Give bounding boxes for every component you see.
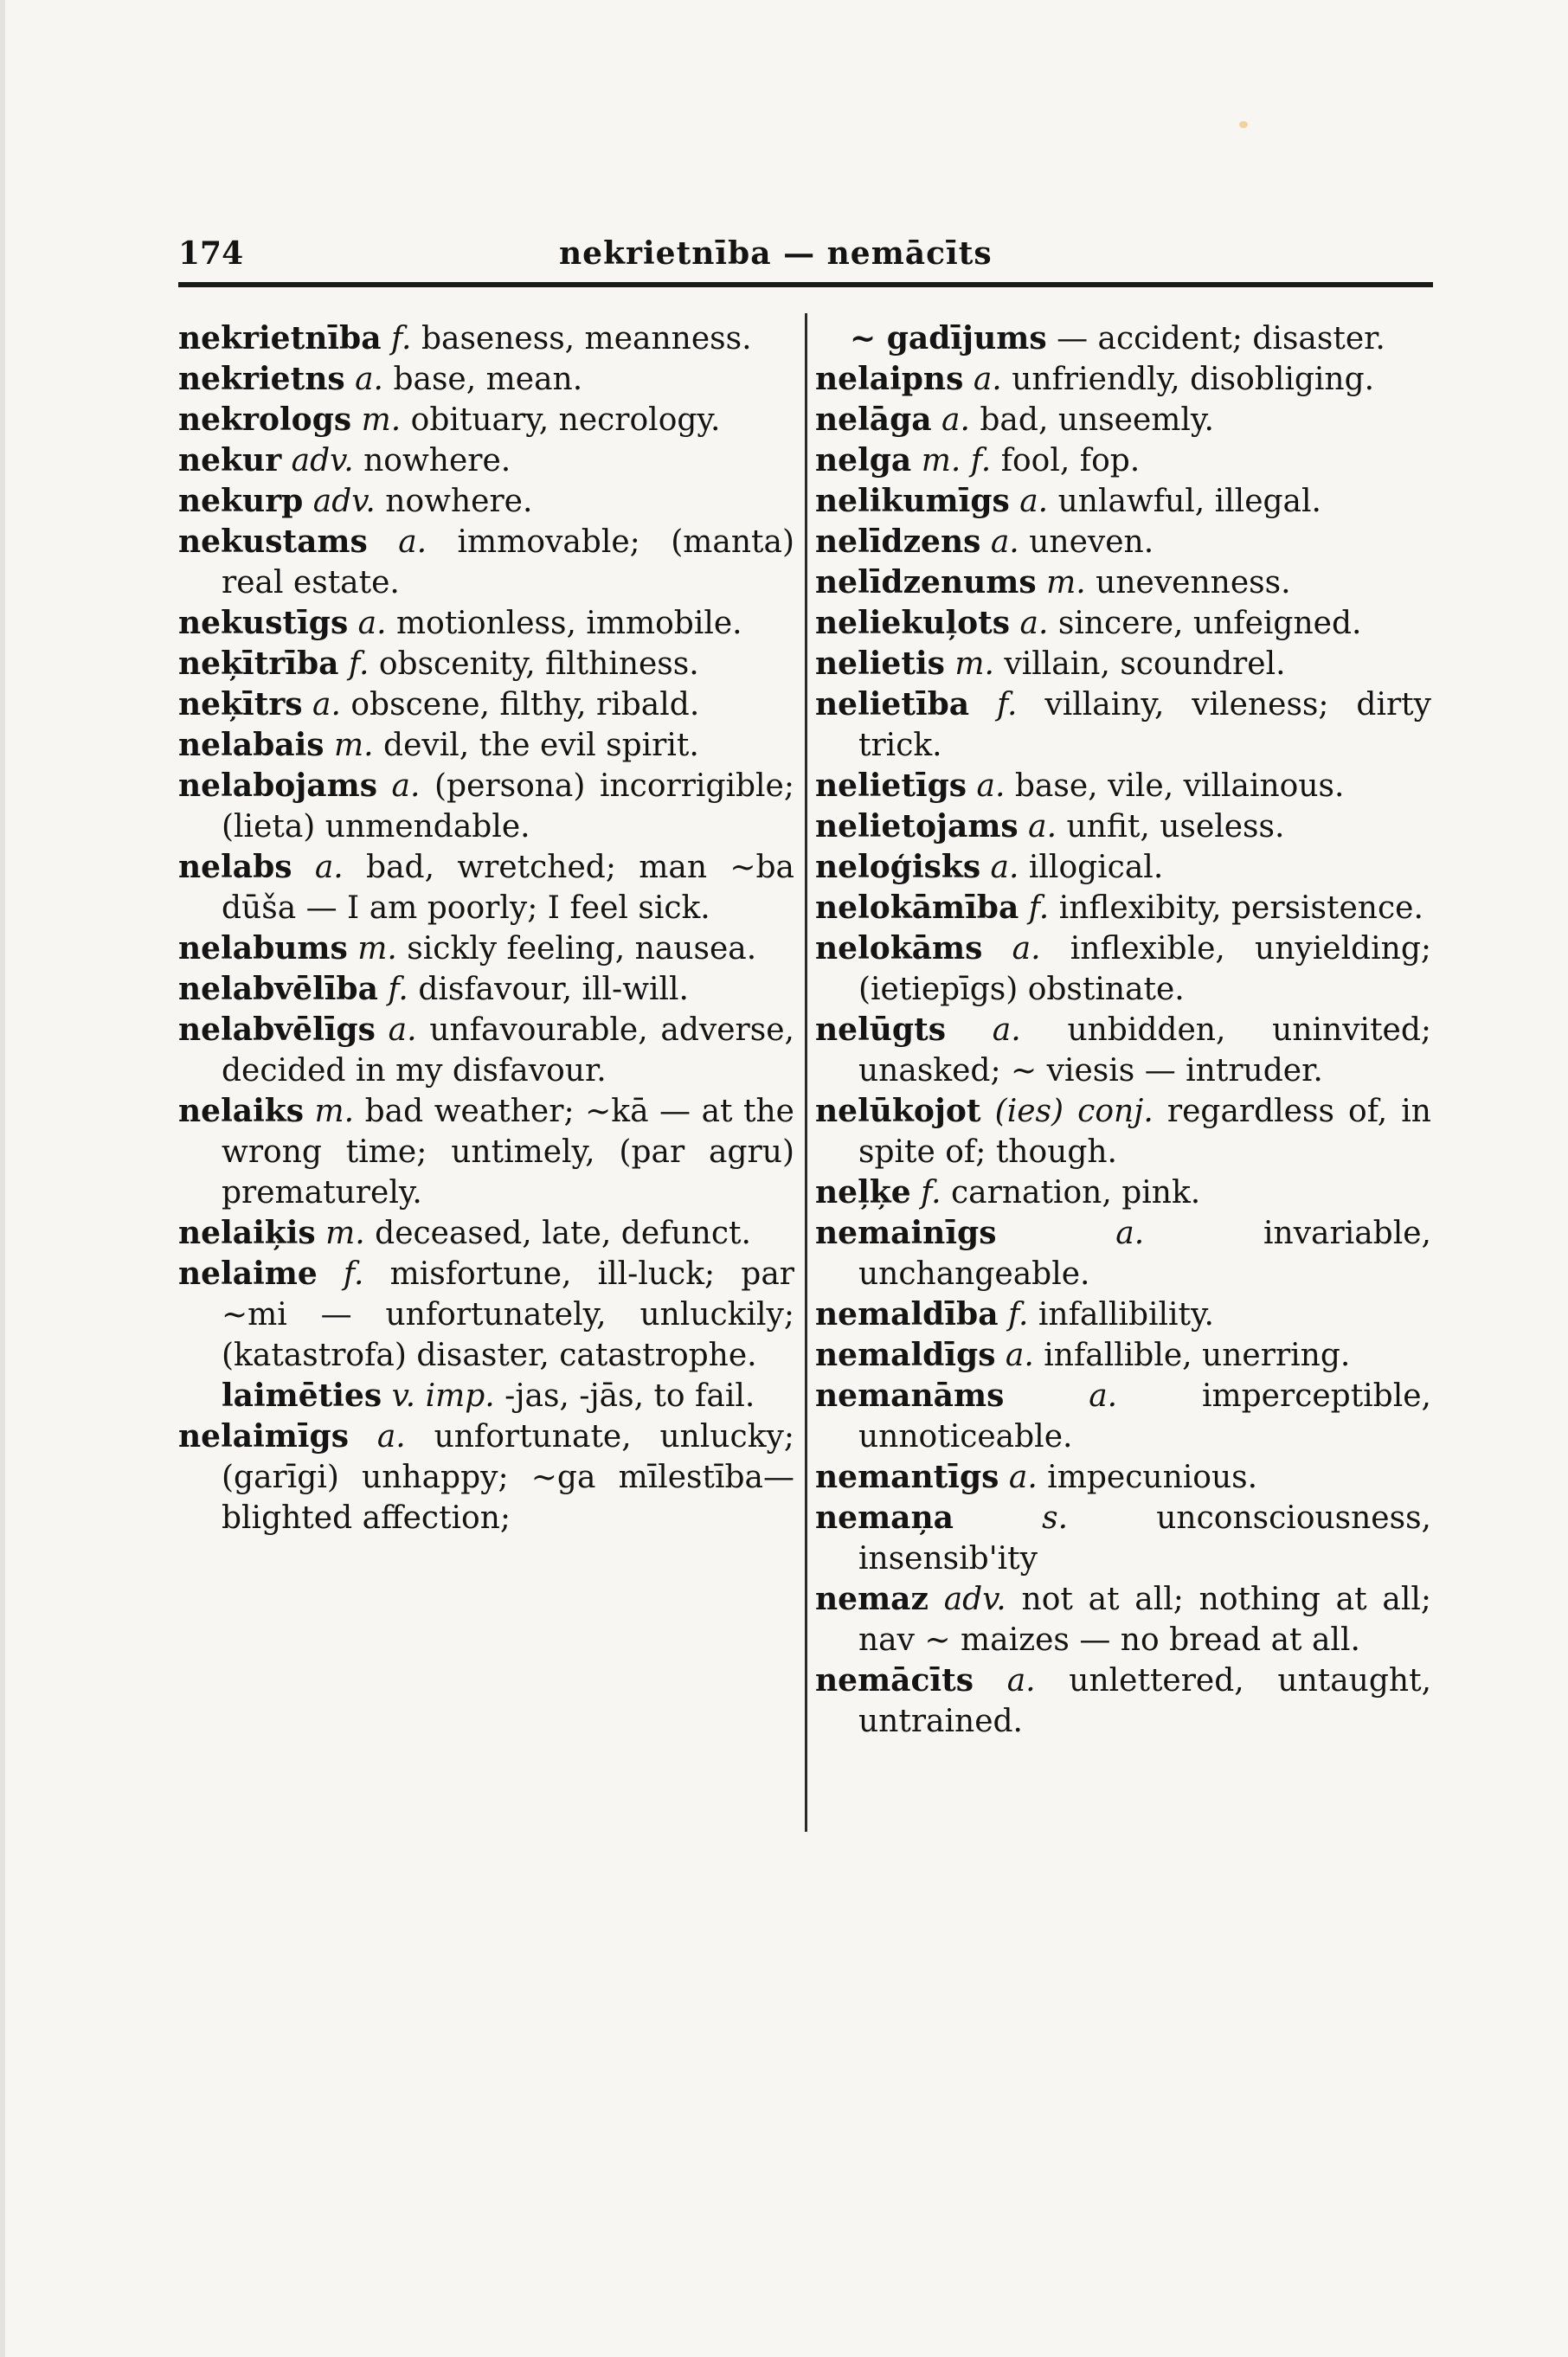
entry-grammar: a. — [941, 402, 970, 438]
entry-definition: immovable; (manta) real estate. — [222, 524, 794, 600]
dictionary-entry — [178, 1416, 794, 1538]
entry-definition: -jas, -jās, to fail. — [504, 1378, 755, 1414]
entry-definition: unconsciousness, insensib'ity — [858, 1500, 1431, 1577]
dictionary-entry — [815, 888, 1431, 928]
entry-grammar: a. — [1012, 931, 1041, 967]
paper-smudge — [1239, 121, 1248, 128]
entry-grammar: m. — [314, 1094, 355, 1129]
entry-grammar: a. — [973, 362, 1002, 397]
entry-grammar: m. — [954, 646, 994, 682]
entry-grammar: f. — [1007, 1297, 1029, 1333]
entry-definition: unbidden, uninvited; unasked; ~ viesis — intruder. — [858, 1012, 1432, 1089]
dictionary-entry — [178, 481, 794, 522]
entry-grammar: a. — [388, 1012, 417, 1048]
entry-grammar: a. — [376, 1419, 406, 1455]
entry-grammar: f. — [921, 1175, 941, 1211]
dictionary-entry — [815, 440, 1431, 481]
entry-grammar: a. — [1089, 1378, 1118, 1414]
entry-headword: nelūkojot — [815, 1093, 981, 1129]
entry-grammar: m. — [1046, 565, 1086, 600]
entry-definition: baseness, meanness. — [421, 321, 752, 356]
entry-grammar: s. — [1042, 1500, 1069, 1536]
dictionary-entry — [178, 928, 794, 969]
entry-definition: imperceptible, unnoticeable. — [858, 1378, 1431, 1455]
entry-grammar: a. — [1115, 1216, 1145, 1251]
entry-grammar: a. — [976, 768, 1006, 804]
entry-definition: bad, unseemly. — [980, 402, 1214, 438]
page-header — [178, 235, 1433, 287]
entry-headword: nelīdzenums — [815, 564, 1037, 600]
entry-definition: — accident; disaster. — [1057, 321, 1385, 356]
dictionary-entry — [178, 1213, 794, 1254]
entry-definition: bad weather; ~kā — at the wrong time; untimely, (par agru) prematurely. — [222, 1094, 794, 1211]
dictionary-entry — [815, 847, 1431, 888]
entry-grammar: m. — [357, 931, 397, 967]
entry-headword: nelietis — [815, 645, 945, 682]
entry-definition: villainy, vileness; dirty trick. — [858, 687, 1431, 763]
entry-grammar: a. — [1028, 809, 1057, 845]
entry-headword: nekrietnība — [178, 320, 382, 356]
entry-definition: bad, wretched; man ~ba dūša — I am poorly; I feel sick. — [222, 850, 794, 926]
entry-definition: infallible, unerring. — [1044, 1338, 1351, 1373]
entry-grammar: a. — [355, 362, 383, 397]
entry-definition: misfortune, ill-luck; par ~mi — unfortunately, unluckily; (katastrofa) disaster, catastrophe. — [222, 1256, 794, 1373]
dictionary-entry — [178, 318, 794, 359]
dictionary-entry — [178, 603, 794, 644]
dictionary-entry — [815, 562, 1431, 603]
entry-headword: nelietība — [815, 686, 970, 723]
entry-definition: villain, scoundrel. — [1004, 646, 1286, 682]
dictionary-entry — [815, 1172, 1431, 1213]
entry-definition: carnation, pink. — [951, 1175, 1201, 1211]
entry-definition: nowhere. — [363, 443, 511, 478]
dictionary-entry — [178, 400, 794, 440]
entry-headword: nekurp — [178, 483, 304, 519]
entry-headword: neķītrs — [178, 686, 303, 723]
entry-headword: nelabs — [178, 849, 292, 885]
dictionary-entry — [178, 684, 794, 725]
dictionary-entry — [178, 1254, 794, 1376]
entry-headword: ~ gadījums — [850, 320, 1047, 356]
entry-definition: (persona) incorrigible; (lieta) unmendable. — [222, 768, 794, 845]
entry-definition: obscene, filthy, ribald. — [350, 687, 700, 723]
entry-headword: nemaldība — [815, 1296, 999, 1333]
entry-definition: inflexibity, persistence. — [1058, 890, 1423, 926]
entry-headword: neļķe — [815, 1174, 911, 1211]
running-head: nekrietnība — nemācīts — [559, 235, 993, 272]
entry-grammar: f. — [388, 972, 408, 1007]
entry-headword: nekrologs — [178, 401, 352, 438]
page-number: 174 — [178, 235, 244, 272]
entry-grammar: a. — [1006, 1663, 1036, 1699]
entry-grammar: a. — [1019, 606, 1049, 641]
entry-grammar: a. — [398, 524, 427, 560]
entry-grammar: a. — [1005, 1338, 1034, 1373]
entry-headword: nemainīgs — [815, 1215, 997, 1251]
entry-headword: nemaz — [815, 1581, 929, 1617]
entry-grammar: a. — [312, 687, 341, 723]
entry-grammar: a. — [314, 850, 344, 885]
entry-definition: impecunious. — [1047, 1460, 1258, 1495]
entry-grammar: f. — [997, 687, 1018, 723]
dictionary-entry — [815, 1498, 1431, 1579]
entry-headword: nelokāms — [815, 930, 983, 967]
dictionary-entry — [178, 725, 794, 766]
dictionary-entry — [815, 359, 1431, 400]
entry-grammar: m. — [325, 1216, 365, 1251]
dictionary-entry — [178, 644, 794, 684]
entry-headword: nelīdzens — [815, 523, 981, 560]
entry-grammar: m. f. — [921, 443, 992, 478]
entry-grammar: adv. — [943, 1582, 1006, 1617]
entry-definition: deceased, late, defunct. — [375, 1216, 751, 1251]
entry-headword: nelaipns — [815, 361, 964, 397]
entry-headword: nelikumīgs — [815, 483, 1010, 519]
entry-definition: unlettered, untaught, untrained. — [858, 1663, 1432, 1739]
dictionary-entry — [815, 318, 1431, 359]
dictionary-entry — [178, 1376, 794, 1416]
dictionary-entry — [815, 1660, 1431, 1742]
entry-grammar: a. — [357, 606, 387, 641]
left-column — [178, 318, 794, 1538]
entry-headword: nelabojams — [178, 767, 377, 804]
entry-headword: neķītrība — [178, 645, 339, 682]
entry-definition: unfavourable, adverse, decided in my disfavour. — [222, 1012, 794, 1089]
dictionary-entry — [178, 359, 794, 400]
entry-grammar: (ies) conj. — [994, 1094, 1154, 1129]
entry-definition: regardless of, in spite of; though. — [858, 1094, 1431, 1170]
right-column — [815, 318, 1431, 1742]
dictionary-entry — [178, 1010, 794, 1091]
dictionary-entry — [178, 847, 794, 928]
dictionary-entry — [178, 1091, 794, 1213]
header-rule — [178, 282, 1433, 287]
entry-headword: nelietīgs — [815, 767, 967, 804]
entry-grammar: f. — [348, 646, 370, 682]
entry-grammar: a. — [1008, 1460, 1038, 1495]
entry-definition: infallibility. — [1038, 1297, 1215, 1333]
entry-definition: invariable, unchangeable. — [858, 1216, 1431, 1292]
entry-headword: nemanāms — [815, 1378, 1005, 1414]
entry-headword: laimēties — [222, 1378, 382, 1414]
dictionary-entry — [815, 522, 1431, 562]
entry-definition: sickly feeling, nausea. — [407, 931, 757, 967]
entry-grammar: v. imp. — [391, 1378, 495, 1414]
entry-grammar: a. — [990, 850, 1019, 885]
dictionary-entry — [815, 644, 1431, 684]
dictionary-entry — [815, 481, 1431, 522]
entry-grammar: a. — [992, 1012, 1021, 1048]
dictionary-entry — [815, 806, 1431, 847]
entry-headword: nelaimīgs — [178, 1418, 349, 1455]
entry-headword: neloģisks — [815, 849, 981, 885]
entry-definition: fool, fop. — [1000, 443, 1141, 478]
entry-grammar: f. — [391, 321, 412, 356]
dictionary-entry — [815, 766, 1431, 806]
entry-headword: nemācīts — [815, 1662, 974, 1699]
entry-definition: inflexible, unyielding; (ietiepīgs) obstinate. — [858, 931, 1432, 1007]
entry-definition: uneven. — [1029, 524, 1154, 560]
column-divider — [805, 313, 807, 1832]
entry-headword: nelāga — [815, 401, 932, 438]
entry-definition: obituary, necrology. — [410, 402, 721, 438]
entry-grammar: f. — [1028, 890, 1050, 926]
entry-definition: base, mean. — [393, 362, 583, 397]
entry-headword: nekrietns — [178, 361, 345, 397]
entry-grammar: a. — [990, 524, 1019, 560]
entry-definition: nowhere. — [385, 484, 533, 519]
dictionary-entry — [815, 400, 1431, 440]
entry-headword: nelaiks — [178, 1093, 304, 1129]
entry-grammar: m. — [333, 728, 374, 763]
dictionary-entry — [815, 684, 1431, 766]
entry-headword: nemaldīgs — [815, 1337, 996, 1373]
entry-definition: devil, the evil spirit. — [383, 728, 699, 763]
entry-headword: nelabvēlīgs — [178, 1012, 376, 1048]
dictionary-entry — [178, 766, 794, 847]
dictionary-entry — [815, 1010, 1431, 1091]
dictionary-entry — [178, 440, 794, 481]
entry-definition: unlawful, illegal. — [1057, 484, 1321, 519]
entry-headword: nelaiķis — [178, 1215, 316, 1251]
entry-definition: unfriendly, disobliging. — [1012, 362, 1375, 397]
entry-headword: nelietojams — [815, 808, 1019, 845]
entry-grammar: adv. — [312, 484, 376, 519]
entry-headword: nekur — [178, 442, 282, 478]
entry-grammar: m. — [361, 402, 402, 438]
entry-headword: nemaņa — [815, 1500, 954, 1536]
dictionary-entry — [815, 1376, 1431, 1457]
dictionary-entry — [178, 969, 794, 1010]
entry-grammar: a. — [1019, 484, 1049, 519]
entry-grammar: f. — [343, 1256, 364, 1292]
entry-definition: illogical. — [1028, 850, 1164, 885]
entry-headword: nelokāmība — [815, 889, 1019, 926]
dictionary-entry — [815, 603, 1431, 644]
dictionary-entry — [815, 1457, 1431, 1498]
dictionary-entry — [815, 1335, 1431, 1376]
entry-grammar: adv. — [291, 443, 354, 478]
entry-headword: nelabais — [178, 727, 325, 763]
entry-headword: nekustams — [178, 523, 368, 560]
dictionary-entry — [815, 1579, 1431, 1660]
entry-grammar: a. — [391, 768, 421, 804]
entry-headword: nelga — [815, 442, 912, 478]
entry-headword: nelaime — [178, 1256, 318, 1292]
entry-definition: not at all; nothing at all; nav ~ maizes — no bread at all. — [858, 1582, 1431, 1658]
entry-definition: obscenity, filthiness. — [378, 646, 699, 682]
dictionary-entry — [815, 1213, 1431, 1294]
entry-definition: unfortunate, unlucky; (garīgi) unhappy; ~ga mīlestība—blighted affection; — [222, 1419, 794, 1536]
entry-definition: disfavour, ill-will. — [418, 972, 689, 1007]
entry-definition: unfit, useless. — [1066, 809, 1285, 845]
entry-definition: unevenness. — [1096, 565, 1291, 600]
entry-definition: sincere, unfeigned. — [1057, 606, 1362, 641]
entry-headword: neliekuļots — [815, 605, 1011, 641]
dictionary-entry — [815, 1091, 1431, 1172]
entry-headword: nekustīgs — [178, 605, 349, 641]
entry-headword: nelūgts — [815, 1012, 946, 1048]
entry-definition: base, vile, villainous. — [1014, 768, 1345, 804]
entry-definition: motionless, immobile. — [396, 606, 742, 641]
dictionary-entry — [815, 1294, 1431, 1335]
entry-headword: nelabums — [178, 930, 348, 967]
dictionary-entry — [178, 522, 794, 603]
entry-headword: nelabvēlība — [178, 971, 378, 1007]
entry-headword: nemantīgs — [815, 1459, 999, 1495]
dictionary-entry — [815, 928, 1431, 1010]
